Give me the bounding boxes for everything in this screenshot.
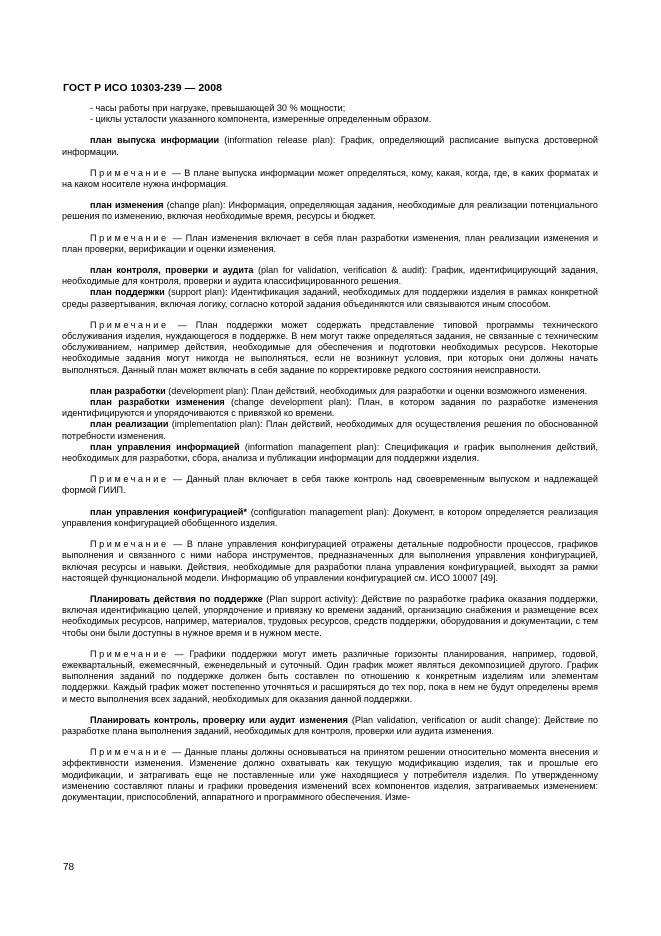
definition-text: (information release plan): График, определяющий расписание выпуска достоверной информации. <box>62 135 598 157</box>
document-header: ГОСТ Р ИСО 10303-239 — 2008 <box>63 82 223 94</box>
note <box>62 233 598 255</box>
definition-release-plan <box>62 135 598 157</box>
term: план контроля, проверки и аудита <box>90 265 254 276</box>
note-text: — В плане выпуска информации может определяться, кому, какая, когда, где, в каких форматах и на каком носителе нужна информация. <box>62 167 598 190</box>
note-text: — В плане управления конфигурацией отражены детальные подробности процессов, графиков выполнения и связанного с ними набора инструментов, предназначенных для выполнения управления конфигурацией, включая ресурсы и навыки. Действия, необходимые для разработки плана управления конфигурацией, выходят за рамки настоящей функциональной модели. Информацию об управлении конфигурацией см. ИСО 10007 [49]. <box>62 539 598 583</box>
note <box>62 649 598 705</box>
term: план разработки <box>90 385 166 396</box>
document-body <box>62 103 598 803</box>
note-text: — Данный план включает в себя также контроль над своевременным выпуском и надлежащей формой ГИИП. <box>62 474 598 496</box>
definition-plan-support-activity <box>62 594 598 639</box>
term: Планировать действия по поддержке <box>90 593 263 604</box>
note <box>62 474 598 496</box>
note-label: Примечание <box>90 319 169 330</box>
note <box>62 168 598 190</box>
term: план управления конфигурацией* <box>90 506 247 517</box>
note-text: — Графики поддержки могут иметь различные горизонты планирования, например, годовой, ежеквартальный, ежемесячный, еженедельный и суточный. Один график может являться декомпозицией другого. График выполнения заданий по поддержке должен быть составлен по отношению к конкретным изделиям или элементам поддержки. Каждый график может постепенно уточняться и расширяться до тех пор, пока в нем не будут определены время и место выполнения всех заданий, необходимых для оказания данной поддержки. <box>62 648 598 704</box>
list-item: - циклы усталости указанного компонента, измеренные определенным образом. <box>90 114 432 125</box>
note <box>62 320 598 376</box>
definition-text: (implementation plan): План действий, необходимых для осуществления решения по обоснованной потребности изменения. <box>62 419 598 441</box>
definition-text: (change plan): Информация, определяющая задания, необходимые для реализации потенциального решения по изменению, включая необходимые время, ресурсы и бюджет. <box>62 200 598 222</box>
definition-change-development-plan <box>62 397 598 419</box>
definition-text: (plan for validation, verification & audit): График, идентифицирующий задания, необходимые для контроля, проверки и аудита классифицированного решения. <box>62 265 599 287</box>
note-label: Примечание <box>90 232 169 243</box>
term: план поддержки <box>90 287 165 298</box>
note-label: Примечание <box>90 474 169 485</box>
definition-information-management-plan <box>62 442 598 464</box>
note <box>62 539 598 584</box>
note-label: Примечание <box>90 648 169 659</box>
note-label: Примечание <box>90 539 169 550</box>
definition-validation-plan <box>62 265 598 287</box>
definition-text: (change development plan): План, в котором задания по разработке изменения идентифицируются и упорядочиваются с привязкой ко времени. <box>62 397 598 419</box>
page-number: 78 <box>63 862 75 873</box>
term: план управления информацией <box>90 441 240 452</box>
definition-implementation-plan <box>62 419 598 441</box>
note-text: — Данные планы должны основываться на принятом решении относительно момента внесения и эффективности изменения. Изменение должно охватывать как текущую модификацию изделия, так и прошлые его модификации, и затрагивать еще не поставленные или уже находящиеся у потребителя изделия. По утвержденному изменению составляют планы и графики проведения изменений всех компонентов изделия, затрагиваемых изменением: документации, приспособлений, аппаратного и программного обеспечения. Изме- <box>62 747 598 802</box>
definition-configuration-management-plan <box>62 507 598 529</box>
term: план разработки изменения <box>90 397 225 408</box>
definition-plan-validation-change <box>62 715 598 737</box>
definition-change-plan <box>62 200 598 222</box>
definition-development-plan <box>62 386 598 397</box>
term: план выпуска информации <box>90 135 220 146</box>
definition-text: (support plan): Идентификация заданий, необходимых для поддержки изделия в рамках конкретной среды развертывания, включая логику, согласно которой задания объединяются или связываются иным способом. <box>62 287 598 309</box>
definition-text: (development plan): План действий, необходимых для разработки и оценки возможного изменения. <box>165 385 588 396</box>
note <box>62 747 598 803</box>
note-text: — План поддержки может содержать представление типовой программы технического обслуживания изделия, нуждающегося в поддержке. В нем могут также определяться задания, не связанные с техническим обслуживанием, например действия, необходимые для обеспечения и подготовки необходимых ресурсов. Некоторые необходимые задания могут никогда не выполняться, если не возникнут условия, при которых они должны начать выполняться. Данный план может включать в себя задание по корректировке редкого состояния неисправности. <box>62 319 598 375</box>
term: план изменения <box>90 200 164 211</box>
list-item: - часы работы при нагрузке, превышающей 30 % мощности; <box>90 103 346 113</box>
definition-text: (information management plan): Спецификация и график выполнения действий, необходимых для разработки, сбора, анализа и публикации информации для поддержки изделия. <box>62 441 599 464</box>
term: Планировать контроль, проверку или аудит изменения <box>90 714 348 725</box>
term: план реализации <box>90 419 169 430</box>
note-text: — План изменения включает в себя план разработки изменения, план реализации изменения и план проверки, верификации и оценки изменения. <box>62 232 598 254</box>
note-label: Примечание <box>90 747 169 758</box>
definition-text: (Plan validation, verification or audit change): Действие по разработке плана выполнения заданий, необходимых для контроля, проверки или аудита изменения. <box>62 714 599 736</box>
definition-support-plan <box>62 287 598 309</box>
note-label: Примечание <box>90 167 169 178</box>
definition-text: (Plan support activity): Действие по разработке графика оказания поддержки, включая идентификацию целей, упорядочение и привязку ко времени заданий, организацию снабжения и размещение всех необходимых ресурсов, например, материалов, трудовых ресурсов, средств поддержки, оборудования и документации, с тем чтобы они были доступны в нужное время и в нужном месте. <box>62 593 599 638</box>
definition-text: (configuration management plan): Документ, в котором определяется реализация управления конфигурацией обобщенного изделия. <box>62 506 599 528</box>
